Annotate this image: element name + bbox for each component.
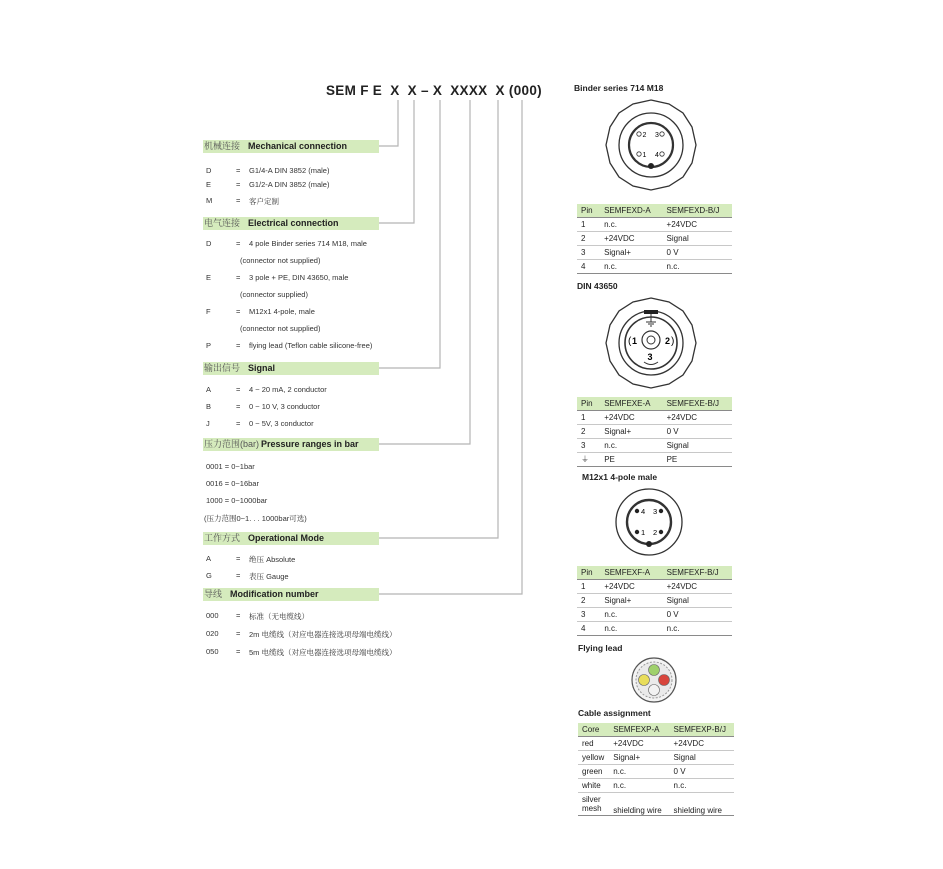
option-desc: 标准（无电缆线） [249,612,309,621]
section-header-modification: 导线 Modification number [203,588,379,601]
table-cell: Signal+ [600,246,662,260]
option-code: E [206,273,212,282]
option-code: F [206,307,211,316]
section-header-mechanical: 机械连接 Mechanical connection [203,140,379,153]
table-cell: yellow [578,751,609,765]
table-cell: 4 [577,622,600,636]
table-cell: n.c. [600,260,662,274]
table-cell: 1 [577,411,600,425]
option-code: 000 [206,611,219,620]
m12-title: M12x1 4-pole male [582,472,658,482]
table-cell: white [578,779,609,793]
pin-label: 1 [642,152,647,159]
pin-label: 1 [641,528,646,537]
table-cell: 0 V [663,425,732,439]
pressure-line: 1000 = 0~1000bar [206,496,268,505]
table-cell: n.c. [663,622,732,636]
table-row [578,751,734,765]
option-eq: = [236,196,241,205]
table-cell: Signal+ [609,751,669,765]
table-row [577,218,732,232]
table-cell: 0 V [670,765,734,779]
table-row [577,411,732,425]
table-cell: +24VDC [663,218,732,232]
option-desc: 0 ~ 5V, 3 conductor [249,419,314,428]
table-header-cell: SEMFEXP-A [609,723,669,737]
option-code: B [206,402,212,411]
option-code: A [206,554,212,563]
table-cell: 1 [577,580,600,594]
table-cell: n.c. [600,439,662,453]
pressure-note: (压力范围0~1. . . 1000bar可选) [204,514,307,523]
option-eq: = [236,239,241,248]
option-desc: 5m 电缆线（对应电器连接选项母端电缆线） [249,648,397,657]
table-header-cell: SEMFEXD-A [600,204,662,218]
option-desc: 绝压 Absolute [249,555,296,564]
table-cell: shielding wire [670,793,734,816]
din-pin-table [577,397,732,467]
table-row [577,425,732,439]
table-cell: 1 [577,218,600,232]
table-row [577,608,732,622]
table-row [577,246,732,260]
option-eq: = [236,180,241,189]
option-eq: = [236,273,241,282]
section-header-pressure: 压力范围(bar) Pressure ranges in bar [203,438,379,451]
binder-title: Binder series 714 M18 [574,83,664,93]
table-cell: +24VDC [670,737,734,751]
table-cell: PE [663,453,732,467]
table-cell: n.c. [600,622,662,636]
option-code: E [206,180,212,189]
table-row [577,439,732,453]
pin-label: 3 [647,352,653,362]
option-desc: 客户定制 [249,197,279,206]
table-header-cell: SEMFEXD-B/J [663,204,732,218]
option-eq: = [236,419,241,428]
pin-label: 3 [655,132,659,139]
table-row [578,765,734,779]
table-cell: Signal+ [600,594,662,608]
pin-label: 2 [642,132,647,139]
table-cell: Signal [663,439,732,453]
pressure-line: 0016 = 0~16bar [206,479,259,488]
option-desc: 表压 Gauge [249,572,289,581]
svg-text:(: ( [628,336,632,347]
option-eq: = [236,571,241,580]
table-header-cell: Pin [577,204,600,218]
option-continuation: (connector not supplied) [240,256,321,265]
option-code: 020 [206,629,219,638]
binder-pin-table [577,204,732,274]
table-cell: +24VDC [609,737,669,751]
table-cell: n.c. [600,608,662,622]
table-header-cell: SEMFEXP-B/J [670,723,734,737]
table-row [577,594,732,608]
option-code: A [206,385,212,394]
option-code: J [206,419,210,428]
table-header-cell: Core [578,723,609,737]
option-code: D [206,239,212,248]
table-cell: +24VDC [600,232,662,246]
table-row [577,580,732,594]
m12-pin-table [577,566,732,636]
cable-assignment-title: Cable assignment [578,708,651,718]
table-cell: Signal [663,594,732,608]
table-header-cell: SEMFEXE-B/J [663,397,732,411]
table-cell: +24VDC [600,411,662,425]
option-eq: = [236,402,241,411]
table-cell: Signal [663,232,732,246]
table-header-cell: Pin [577,566,600,580]
din-title: DIN 43650 [577,281,618,291]
option-eq: = [236,166,241,175]
table-cell: +24VDC [663,580,732,594]
table-header-cell: SEMFEXE-A [600,397,662,411]
table-cell: n.c. [609,765,669,779]
option-eq: = [236,385,241,394]
option-eq: = [236,307,241,316]
section-header-electrical: 电气连接 Electrical connection [203,217,379,230]
option-eq: = [236,647,241,656]
table-cell: n.c. [663,260,732,274]
option-desc: G1/4-A DIN 3852 (male) [249,166,330,175]
option-desc: flying lead (Teflon cable silicone-free) [249,341,373,350]
table-cell: n.c. [609,779,669,793]
option-code: D [206,166,212,175]
table-row [577,232,732,246]
option-code: P [206,341,212,350]
table-row [577,453,732,467]
option-continuation: (connector not supplied) [240,324,321,333]
pin-label: 4 [655,152,659,159]
table-header-cell: SEMFEXF-A [600,566,662,580]
option-desc: 4 pole Binder series 714 M18, male [249,239,367,248]
option-desc: 3 pole + PE, DIN 43650, male [249,273,349,282]
model-code: SEM F E X X – X XXXX X (000) [326,83,542,98]
table-cell: red [578,737,609,751]
table-cell: 2 [577,594,600,608]
option-desc: G1/2-A DIN 3852 (male) [249,180,330,189]
table-cell: 3 [577,439,600,453]
table-cell: 2 [577,232,600,246]
flying-lead-cable-diagram [630,656,678,704]
option-continuation: (connector supplied) [240,290,308,299]
section-header-signal: 输出信号 Signal [203,362,379,375]
table-row [577,260,732,274]
option-desc: 4 ~ 20 mA, 2 conductor [249,385,327,394]
din-connector-diagram [604,296,698,390]
table-cell: 3 [577,246,600,260]
option-eq: = [236,611,241,620]
table-cell: 2 [577,425,600,439]
table-cell: 4 [577,260,600,274]
table-row [578,779,734,793]
table-cell: +24VDC [663,411,732,425]
option-code: 050 [206,647,219,656]
table-cell: shielding wire [609,793,669,816]
svg-text:): ) [671,336,675,347]
option-code: M [206,196,213,205]
table-cell: n.c. [600,218,662,232]
section-header-mode: 工作方式 Operational Mode [203,532,379,545]
table-header-cell: SEMFEXF-B/J [663,566,732,580]
table-cell: +24VDC [600,580,662,594]
m12-connector-diagram [611,486,687,558]
pin-label: 1 [632,336,638,346]
table-cell: 3 [577,608,600,622]
pin-label: 2 [665,336,671,346]
table-header-cell: Pin [577,397,600,411]
table-cell: Signal+ [600,425,662,439]
table-row [578,793,734,816]
table-row [577,622,732,636]
table-cell: n.c. [670,779,734,793]
pin-label: 3 [653,507,658,516]
pressure-line: 0001 = 0~1bar [206,462,255,471]
table-cell: 0 V [663,608,732,622]
table-cell: PE [600,453,662,467]
option-eq: = [236,629,241,638]
flying-title: Flying lead [578,643,623,653]
table-cell: silver mesh [578,793,609,816]
flying-core-table [578,723,734,816]
table-cell: ⏚ [577,453,600,467]
option-desc: M12x1 4-pole, male [249,307,315,316]
option-desc: 0 ~ 10 V, 3 conductor [249,402,320,411]
option-code: G [206,571,212,580]
option-eq: = [236,341,241,350]
pin-label: 2 [653,528,658,537]
option-desc: 2m 电缆线（对应电器连接选项母端电缆线） [249,630,397,639]
table-row [578,737,734,751]
option-eq: = [236,554,241,563]
pin-label: 4 [641,507,646,516]
table-cell: Signal [670,751,734,765]
table-cell: green [578,765,609,779]
table-cell: 0 V [663,246,732,260]
binder-connector-diagram [604,98,698,192]
